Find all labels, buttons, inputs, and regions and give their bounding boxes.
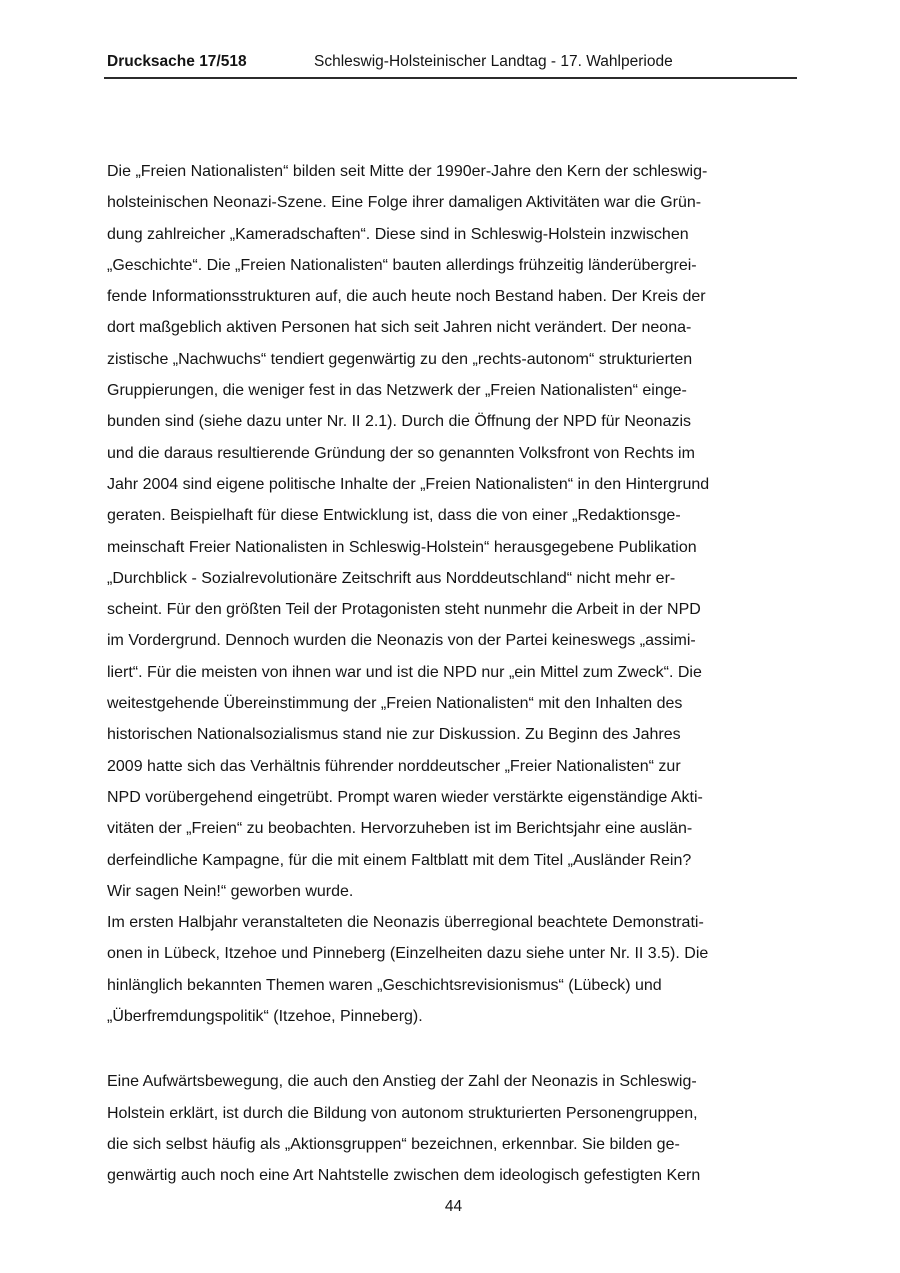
text-line: historischen Nationalsozialismus stand nie zur Diskussion. Zu Beginn des Jahres (107, 726, 681, 744)
text-line: NPD vorübergehend eingetrübt. Prompt waren wieder verstärkte eigenständige Akti- (107, 788, 703, 806)
text-line: onen in Lübeck, Itzehoe und Pinneberg (Einzelheiten dazu siehe unter Nr. II 3.5). Die (107, 945, 709, 963)
text-line: weitestgehende Übereinstimmung der „Freien Nationalisten“ mit den Inhalten des (107, 695, 683, 713)
text-line: Jahr 2004 sind eigene politische Inhalte der „Freien Nationalisten“ in den Hintergrund (107, 475, 710, 493)
text-line: fende Informationsstrukturen auf, die auch heute noch Bestand haben. Der Kreis der (107, 288, 706, 306)
text-line: vitäten der „Freien“ zu beobachten. Hervorzuheben ist im Berichtsjahr eine auslän- (107, 820, 693, 838)
text-line: meinschaft Freier Nationalisten in Schleswig-Holstein“ herausgegebene Publikation (107, 538, 697, 556)
text-line: 2009 hatte sich das Verhältnis führender norddeutscher „Freier Nationalisten“ zur (107, 757, 681, 775)
text-line: die sich selbst häufig als „Aktionsgruppen“ bezeichnen, erkennbar. Sie bilden ge- (107, 1135, 680, 1153)
text-line: Holstein erklärt, ist durch die Bildung von autonom strukturierten Personengruppen, (107, 1104, 698, 1122)
text-line: zistische „Nachwuchs“ tendiert gegenwärtig zu den „rechts-autonom“ strukturierten (107, 350, 693, 368)
text-line: „Geschichte“. Die „Freien Nationalisten“ bauten allerdings frühzeitig länderübergrei- (107, 256, 697, 274)
page-footer (107, 1198, 800, 1216)
text-line: genwärtig auch noch eine Art Nahtstelle zwischen dem ideologisch gefestigten Kern (107, 1167, 701, 1185)
text-line: liert“. Für die meisten von ihnen war und ist die NPD nur „ein Mittel zum Zweck“. Die (107, 663, 702, 681)
text-line: Wir sagen Nein!“ geworben wurde. (107, 882, 354, 900)
text-line: dort maßgeblich aktiven Personen hat sich seit Jahren nicht verändert. Der neona- (107, 319, 692, 337)
paragraph-aufwaertsbewegung (107, 1066, 807, 1191)
text-line: Gruppierungen, die weniger fest in das Netzwerk der „Freien Nationalisten“ einge- (107, 382, 687, 400)
text-line: „Überfremdungspolitik“ (Itzehoe, Pinneberg). (107, 1008, 423, 1026)
text-line: dung zahlreicher „Kameradschaften“. Diese sind in Schleswig-Holstein inzwischen (107, 225, 689, 243)
page-number: 44 (444, 1198, 463, 1215)
text-line: „Durchblick - Sozialrevolutionäre Zeitschrift aus Norddeutschland“ nicht mehr er- (107, 569, 676, 587)
document-number: Drucksache 17/518 (107, 53, 247, 70)
document-header-title: Schleswig-Holsteinischer Landtag - 17. Wahlperiode (314, 53, 673, 70)
page-header (107, 52, 797, 78)
header-divider-rule (104, 77, 797, 79)
text-line: Im ersten Halbjahr veranstalteten die Neonazis überregional beachtete Demonstrati- (107, 914, 704, 932)
text-line: bunden sind (siehe dazu unter Nr. II 2.1). Durch die Öffnung der NPD für Neonazis (107, 413, 692, 431)
text-line: im Vordergrund. Dennoch wurden die Neonazis von der Partei keineswegs „assimi- (107, 632, 696, 650)
text-line: hinlänglich bekannten Themen waren „Geschichtsrevisionismus“ (Lübeck) und (107, 976, 662, 994)
text-line: Eine Aufwärtsbewegung, die auch den Anstieg der Zahl der Neonazis in Schleswig- (107, 1073, 697, 1091)
text-line: derfeindliche Kampagne, für die mit einem Faltblatt mit dem Titel „Ausländer Rein? (107, 851, 692, 869)
paragraph-freie-nationalisten (107, 156, 807, 907)
text-line: scheint. Für den größten Teil der Protagonisten steht nunmehr die Arbeit in der NPD (107, 601, 701, 619)
text-line: und die daraus resultierende Gründung der so genannten Volksfront von Rechts im (107, 444, 695, 462)
document-body (107, 156, 807, 1192)
text-line: holsteinischen Neonazi-Szene. Eine Folge ihrer damaligen Aktivitäten war die Grün- (107, 194, 702, 212)
text-line: Die „Freien Nationalisten“ bilden seit Mitte der 1990er-Jahre den Kern der schleswig- (107, 163, 708, 180)
paragraph-demonstrationen (107, 907, 807, 1032)
text-line: geraten. Beispielhaft für diese Entwicklung ist, dass die von einer „Redaktionsge- (107, 507, 681, 525)
